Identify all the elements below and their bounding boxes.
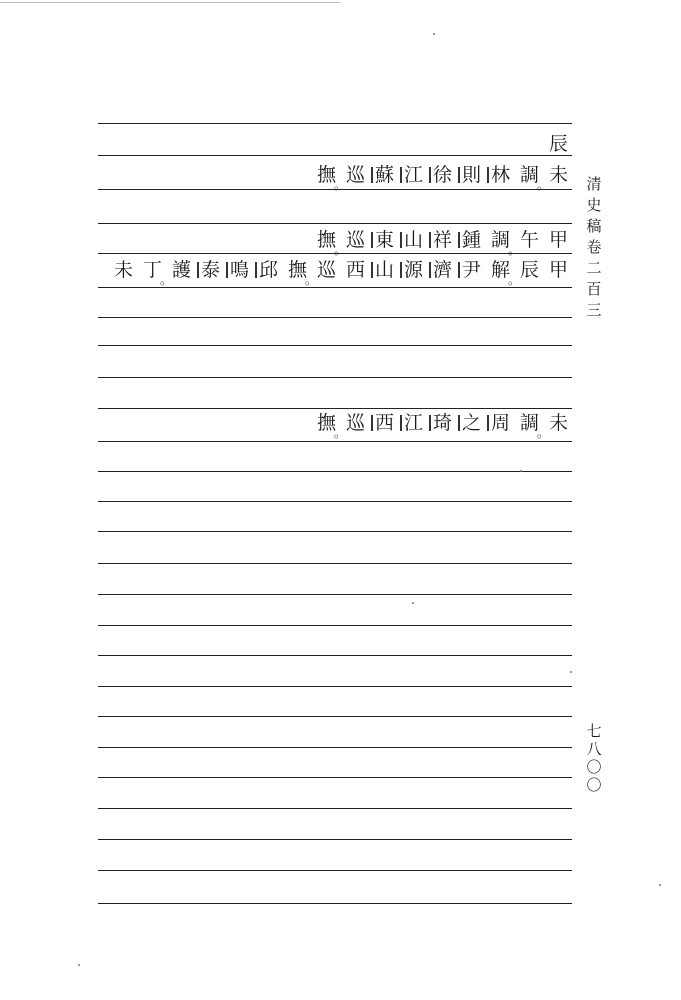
ruled-line [98, 123, 572, 124]
text-char: 巡 。 [341, 411, 370, 435]
text-char: 解 [490, 259, 510, 281]
text-char: 調 [519, 164, 539, 186]
speck [433, 33, 435, 35]
ruled-line [98, 747, 572, 748]
text-char: 巡 。 [341, 163, 370, 187]
text-char: 甲 [548, 259, 568, 281]
text-char: 未 [113, 259, 133, 281]
text-row [544, 132, 573, 156]
text-char: 祥 [428, 228, 457, 252]
text-char: 濟 [428, 258, 457, 282]
running-title-char: 二 [586, 259, 602, 277]
running-title [582, 174, 606, 321]
ruled-line [98, 377, 572, 378]
ruled-line [98, 594, 572, 595]
ruled-line [98, 317, 572, 318]
ruled-line [98, 471, 572, 472]
ruled-line [98, 686, 572, 687]
ruled-line [98, 839, 572, 840]
text-char: 江 [399, 163, 428, 187]
page-number [582, 722, 606, 794]
text-char: 源 [399, 258, 428, 282]
text-char: 琦 [428, 411, 457, 435]
text-char: 未 。 [544, 411, 573, 435]
scan-edge-line [0, 2, 340, 3]
running-title-char: 三 [586, 301, 602, 319]
text-row [109, 258, 573, 282]
text-char: 之 [457, 411, 486, 435]
ruled-line [98, 716, 572, 717]
text-row [312, 411, 573, 435]
ruled-line [98, 808, 572, 809]
text-char: 未 。 [544, 163, 573, 187]
text-char: 周 [486, 411, 515, 435]
text-char: 甲 [548, 229, 568, 251]
ruled-line [98, 903, 572, 904]
text-char: 調 [519, 412, 539, 434]
running-title-char: 稿 [586, 217, 602, 235]
text-char: 巡 。 [341, 228, 370, 252]
ruled-line [98, 345, 572, 346]
speck [570, 671, 572, 673]
ruled-line [98, 625, 572, 626]
text-char: 鍾 [457, 228, 486, 252]
text-char: 山 [370, 258, 399, 282]
text-char: 林 [486, 163, 515, 187]
ruled-line [98, 870, 572, 871]
running-title-char: 卷 [586, 238, 602, 256]
page-number-char: 八 [586, 740, 602, 758]
text-char: 撫 [316, 164, 336, 186]
ruled-line [98, 655, 572, 656]
text-char: 西 [345, 259, 365, 281]
text-char: 徐 [428, 163, 457, 187]
text-char: 撫 [316, 229, 336, 251]
text-row [312, 163, 573, 187]
text-char: 則 [457, 163, 486, 187]
running-title-char: 史 [586, 196, 602, 214]
speck [520, 470, 522, 472]
ruled-line [98, 223, 572, 224]
text-char: 江 [399, 411, 428, 435]
text-char: 蘇 [370, 163, 399, 187]
ruled-line [98, 155, 572, 156]
speck [412, 602, 414, 604]
text-char: 尹 [457, 258, 486, 282]
ruled-line [98, 501, 572, 502]
page-number-char: 〇 [586, 776, 602, 794]
speck [659, 884, 661, 886]
ruled-line [98, 531, 572, 532]
text-char: 辰 [548, 133, 568, 155]
text-char: 午 。 [515, 228, 544, 252]
page-number-char: 七 [586, 722, 602, 740]
ruled-line [98, 777, 572, 778]
text-char: 調 [490, 229, 510, 251]
ruled-line [98, 563, 572, 564]
text-char: 鳴 [225, 258, 254, 282]
ruled-line [98, 287, 572, 288]
text-char: 東 [370, 228, 399, 252]
text-char: 泰 [196, 258, 225, 282]
text-char: 撫 [287, 259, 307, 281]
ruled-line [98, 408, 572, 409]
running-title-char: 清 [586, 175, 602, 193]
text-char: 巡 。 [312, 258, 341, 282]
running-title-char: 百 [586, 280, 602, 298]
speck [78, 964, 80, 966]
text-row [312, 228, 573, 252]
ruled-line [98, 441, 572, 442]
text-char: 丁 [142, 259, 162, 281]
page-number-char: 〇 [586, 758, 602, 776]
text-char: 西 [370, 411, 399, 435]
text-char: 撫 [316, 412, 336, 434]
text-char: 山 [399, 228, 428, 252]
text-char: 護 。 [167, 258, 196, 282]
text-char: 邱 [254, 258, 283, 282]
text-char: 辰 。 [515, 258, 544, 282]
